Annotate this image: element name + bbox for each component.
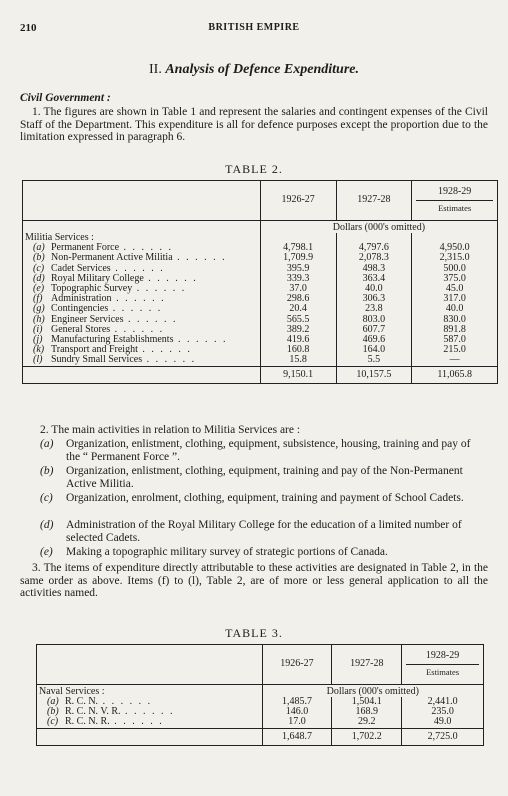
cell-value: 215.0	[412, 345, 498, 355]
cell-value: 2,078.3	[336, 253, 412, 263]
dot-leader: . . . . . .	[143, 272, 198, 284]
cell-value: 469.6	[336, 335, 412, 345]
cell-value: 168.9	[332, 707, 402, 717]
cell-value: 339.3	[260, 274, 336, 284]
row-name: Engineer Services	[51, 313, 124, 325]
cell-value: 4,797.6	[336, 243, 412, 253]
table-3-estimates-label: Estimates	[426, 666, 460, 677]
running-header	[20, 22, 488, 36]
table-2-total-1928: 11,065.8	[412, 366, 498, 383]
row-label: (l)	[33, 354, 43, 366]
activity-label: (d)	[40, 519, 54, 531]
activity-text: Organization, enlistment, clothing, equipment, subsistence, housing, training and pay of the “ Permanent Force ”.	[66, 438, 471, 463]
cell-value: 37.0	[260, 284, 336, 294]
cell-value: 2,441.0	[402, 697, 484, 707]
activity-label: (a)	[40, 438, 54, 450]
cell-value: 29.2	[332, 717, 402, 728]
row-label: (a)	[47, 696, 59, 707]
cell-value: 164.0	[336, 345, 412, 355]
paragraph-3: 3. The items of expenditure directly attributable to these activities are designated in Table 2, in the same order as above. Items (f) to (l), Table 2, are of more or less general application to all the activities named.	[20, 562, 488, 599]
dot-leader: . . . . . .	[173, 334, 228, 346]
cell-value: 419.6	[260, 335, 336, 345]
cell-value: 375.0	[412, 274, 498, 284]
cell-value: 15.8	[260, 355, 336, 366]
row-label: (f)	[33, 293, 43, 305]
row-label: (i)	[33, 323, 43, 335]
cell-value: —	[412, 355, 498, 366]
activity-e	[40, 546, 486, 559]
row-name: Topographic Survey	[51, 283, 133, 295]
dot-leader: . . . . . .	[110, 323, 165, 335]
cell-value: 49.0	[402, 717, 484, 728]
row-label: (b)	[47, 706, 59, 718]
row-label: (h)	[33, 313, 45, 325]
row-name: Sundry Small Services	[51, 354, 143, 366]
table-3-caption: TABLE 3.	[225, 626, 283, 640]
cell-value: 298.6	[260, 294, 336, 304]
paragraph-2-lead: 2. The main activities in relation to Militia Services are :	[40, 424, 301, 436]
row-name: R. C. N.	[65, 696, 99, 707]
row-name: R. C. N. V. R.	[65, 706, 121, 718]
dot-leader: . . . . . .	[123, 313, 178, 325]
cell-value: 4,950.0	[412, 243, 498, 253]
row-name: Administration	[51, 293, 112, 305]
dot-leader: . . . . . .	[132, 283, 187, 295]
table-3-total-1928: 2,725.0	[402, 728, 484, 745]
cell-value: 830.0	[412, 315, 498, 325]
activity-d	[40, 519, 486, 544]
dot-leader: . . . . . .	[108, 303, 163, 315]
subheading: Civil Government :	[20, 92, 111, 104]
cell-value: 607.7	[336, 325, 412, 335]
table-3-col-1928: 1928-29	[425, 650, 460, 662]
row-name: Contingencies	[51, 303, 109, 315]
table-2-total-1926: 9,150.1	[260, 366, 336, 383]
table-2-body	[23, 243, 498, 366]
row-label: (d)	[33, 272, 45, 284]
section-number: II.	[149, 62, 162, 77]
row-name: Manufacturing Establishments	[51, 334, 174, 346]
cell-value: 45.0	[412, 284, 498, 294]
page-number: 210	[20, 22, 37, 34]
table-3-unit: Dollars (000's omitted)	[262, 685, 483, 698]
cell-value: 146.0	[262, 707, 332, 717]
table-3-header	[37, 645, 484, 685]
row-name: General Stores	[51, 323, 111, 335]
table-2-header	[23, 181, 498, 221]
row-name: Royal Military College	[51, 272, 144, 284]
activity-text: Organization, enlistment, clothing, equipment, training and pay of the Non-Permanent Active Militia.	[66, 465, 463, 490]
table-2-col-1926: 1926-27	[281, 194, 315, 206]
activity-a	[40, 438, 486, 463]
row-name: Permanent Force	[51, 242, 120, 254]
table-2-caption: TABLE 2.	[225, 162, 283, 176]
row-label: (b)	[33, 252, 45, 264]
cell-value: 363.4	[336, 274, 412, 284]
cell-value: 23.8	[336, 304, 412, 314]
table-2	[22, 180, 498, 384]
cell-value: 891.8	[412, 325, 498, 335]
activity-b	[40, 465, 486, 490]
cell-value: 160.8	[260, 345, 336, 355]
table-2-unit: Dollars (000's omitted)	[260, 221, 497, 234]
row-name: Cadet Services	[51, 262, 111, 274]
row-label: (g)	[33, 303, 45, 315]
section-heading: Analysis of Defence Expenditure.	[165, 62, 359, 77]
running-title: BRITISH EMPIRE	[208, 22, 300, 33]
table-3-totals	[37, 728, 484, 745]
activity-text: Administration of the Royal Military College for the education of a limited number of selected Cadets.	[66, 519, 462, 544]
row-label: (k)	[33, 344, 45, 356]
cell-value: 389.2	[260, 325, 336, 335]
table-2-col-1928: 1928-29	[437, 186, 472, 198]
row-name: R. C. N. R.	[65, 716, 110, 728]
table-3-group-label: Naval Services :	[39, 685, 105, 697]
paragraph-1: 1. The figures are shown in Table 1 and represent the salaries and contingent expenses of the Civil Staff of the Department. This expenditure is all for defence purposes except the proportion due to the limitation expressed in paragraph 6.	[20, 106, 488, 143]
cell-value: 2,315.0	[412, 253, 498, 263]
activity-c	[40, 492, 486, 505]
table-2-group-label: Militia Services :	[25, 232, 94, 243]
dot-leader: . . . . . .	[109, 716, 164, 728]
cell-value: 1,485.7	[262, 697, 332, 707]
table-3-col-1927: 1927-28	[350, 658, 384, 670]
table-2-totals	[23, 366, 498, 383]
cell-value: 587.0	[412, 335, 498, 345]
cell-value: 1,504.1	[332, 697, 402, 707]
table-3-col-1926: 1926-27	[280, 658, 314, 670]
row-label: (c)	[33, 262, 45, 274]
section-title	[0, 62, 508, 78]
dot-leader: . . . . . .	[142, 354, 197, 366]
table-3-total-1926: 1,648.7	[262, 728, 332, 745]
dot-leader: . . . . . .	[111, 293, 166, 305]
table-row	[23, 355, 498, 366]
row-label: (j)	[33, 334, 43, 346]
cell-value: 306.3	[336, 294, 412, 304]
cell-value: 498.3	[336, 264, 412, 274]
cell-value: 40.0	[336, 284, 412, 294]
cell-value: 803.0	[336, 315, 412, 325]
row-label: (a)	[33, 242, 45, 254]
cell-value: 40.0	[412, 304, 498, 314]
row-label: (e)	[33, 283, 45, 295]
cell-value: 395.9	[260, 264, 336, 274]
cell-value: 20.4	[260, 304, 336, 314]
cell-value: 5.5	[336, 355, 412, 366]
activity-text: Organization, enrolment, clothing, equipment, training and payment of School Cadets.	[66, 492, 464, 504]
table-2-col-1927: 1927-28	[357, 194, 391, 206]
cell-value: 17.0	[262, 717, 332, 728]
dot-leader: . . . . . .	[110, 262, 165, 274]
table-3-body	[37, 697, 484, 728]
cell-value: 500.0	[412, 264, 498, 274]
table-2-estimates-label: Estimates	[438, 202, 472, 213]
table-3	[36, 644, 484, 746]
dot-leader: . . . . . .	[119, 242, 174, 254]
activity-label: (c)	[40, 492, 53, 504]
dot-leader: . . . . . .	[172, 252, 227, 264]
row-name: Non-Permanent Active Militia	[51, 252, 173, 264]
cell-value: 1,709.9	[260, 253, 336, 263]
row-name: Transport and Freight	[51, 344, 138, 356]
dot-leader: . . . . . .	[137, 344, 192, 356]
table-2-total-1927: 10,157.5	[336, 366, 412, 383]
activity-text: Making a topographic military survey of strategic portions of Canada.	[66, 546, 388, 558]
dot-leader: . . . . . .	[98, 696, 153, 707]
cell-value: 235.0	[402, 707, 484, 717]
cell-value: 565.5	[260, 315, 336, 325]
dot-leader: . . . . . .	[120, 706, 175, 718]
cell-value: 317.0	[412, 294, 498, 304]
activity-label: (b)	[40, 465, 54, 477]
table-row	[37, 717, 484, 728]
table-3-total-1927: 1,702.2	[332, 728, 402, 745]
cell-value: 4,798.1	[260, 243, 336, 253]
row-label: (c)	[47, 716, 59, 728]
activity-label: (e)	[40, 546, 53, 558]
